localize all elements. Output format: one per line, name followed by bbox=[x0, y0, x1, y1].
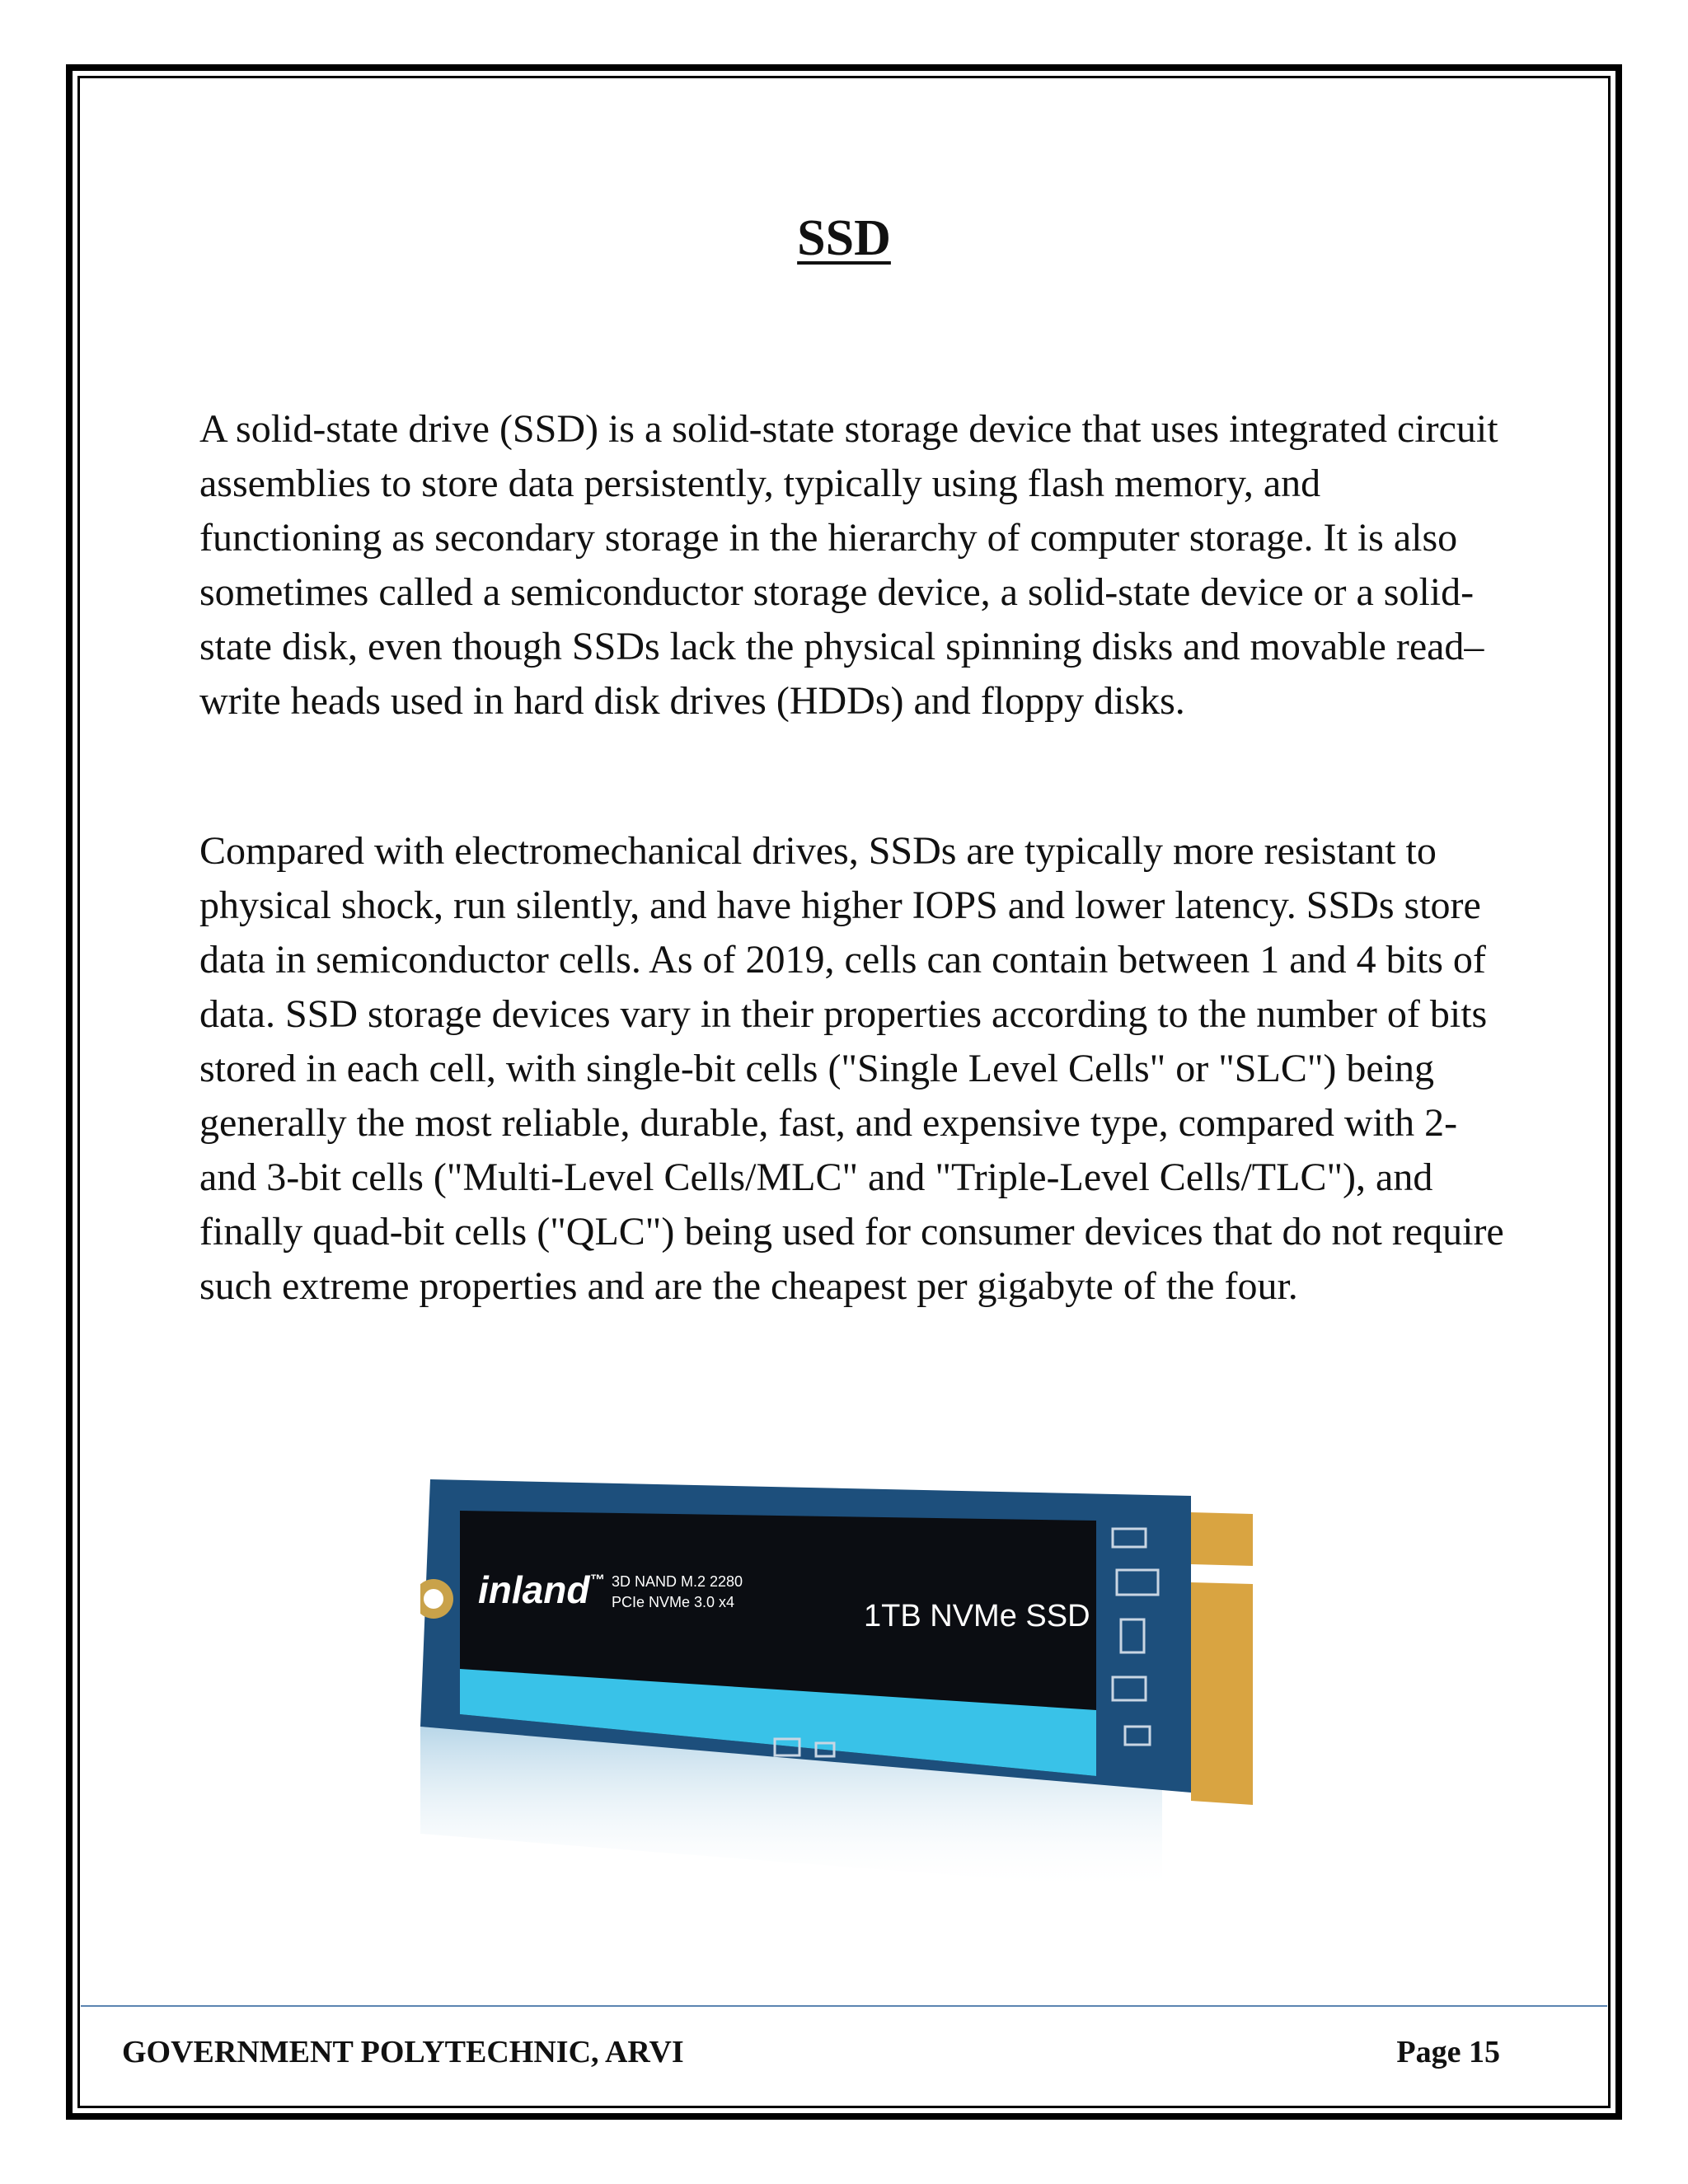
paragraph-ssd-comparison: Compared with electromechanical drives, SSDs are typically more resistant to physical shock, run silently, and have higher IOPS and lower latency. SSDs store data in semiconductor cells. As of 2019, cells can contain between 1 and 4 bits of data. SSD storage devices vary in their properties according to the number of bits stored in each cell, with single-bit cells ("Single Level Cells" or "SLC") being generally the most reliable, durable, fast, and expensive type, compared with 2- and 3-bit cells ("Multi-Level Cells/MLC" and "Triple-Level Cells/TLC"), and finally quad-bit cells ("QLC") being used for consumer devices that do not require such extreme properties and are the cheapest per gigabyte of the four. bbox=[199, 829, 1504, 1308]
footer-page-number: Page 15 bbox=[1396, 2035, 1500, 2069]
page-title: SSD bbox=[797, 210, 891, 266]
paragraph-ssd-definition: A solid-state drive (SSD) is a solid-state storage device that uses integrated circuit assemblies to store data persistently, typically using flash memory, and functioning as secondary storage in the hierarchy of computer storage. It is also sometimes called a semiconductor storage device, a solid-state device or a solid-state disk, even though SSDs lack the physical spinning disks and movable read–write heads used in hard disk drives (HDDs) and floppy disks. bbox=[199, 407, 1498, 723]
spec-line-1: 3D NAND M.2 2280 bbox=[612, 1573, 743, 1590]
brand-logo: inland™ bbox=[478, 1568, 605, 1611]
spec-line-2: PCIe NVMe 3.0 x4 bbox=[612, 1594, 735, 1610]
ssd-product-image bbox=[420, 1479, 1253, 1908]
mounting-hole bbox=[424, 1589, 443, 1609]
contacts-upper bbox=[1191, 1512, 1253, 1566]
contacts-lower bbox=[1191, 1582, 1253, 1805]
capacity-label: 1TB NVMe SSD bbox=[864, 1599, 1090, 1633]
footer-divider bbox=[81, 2005, 1607, 2007]
footer-institution: GOVERNMENT POLYTECHNIC, ARVI bbox=[122, 2035, 684, 2069]
